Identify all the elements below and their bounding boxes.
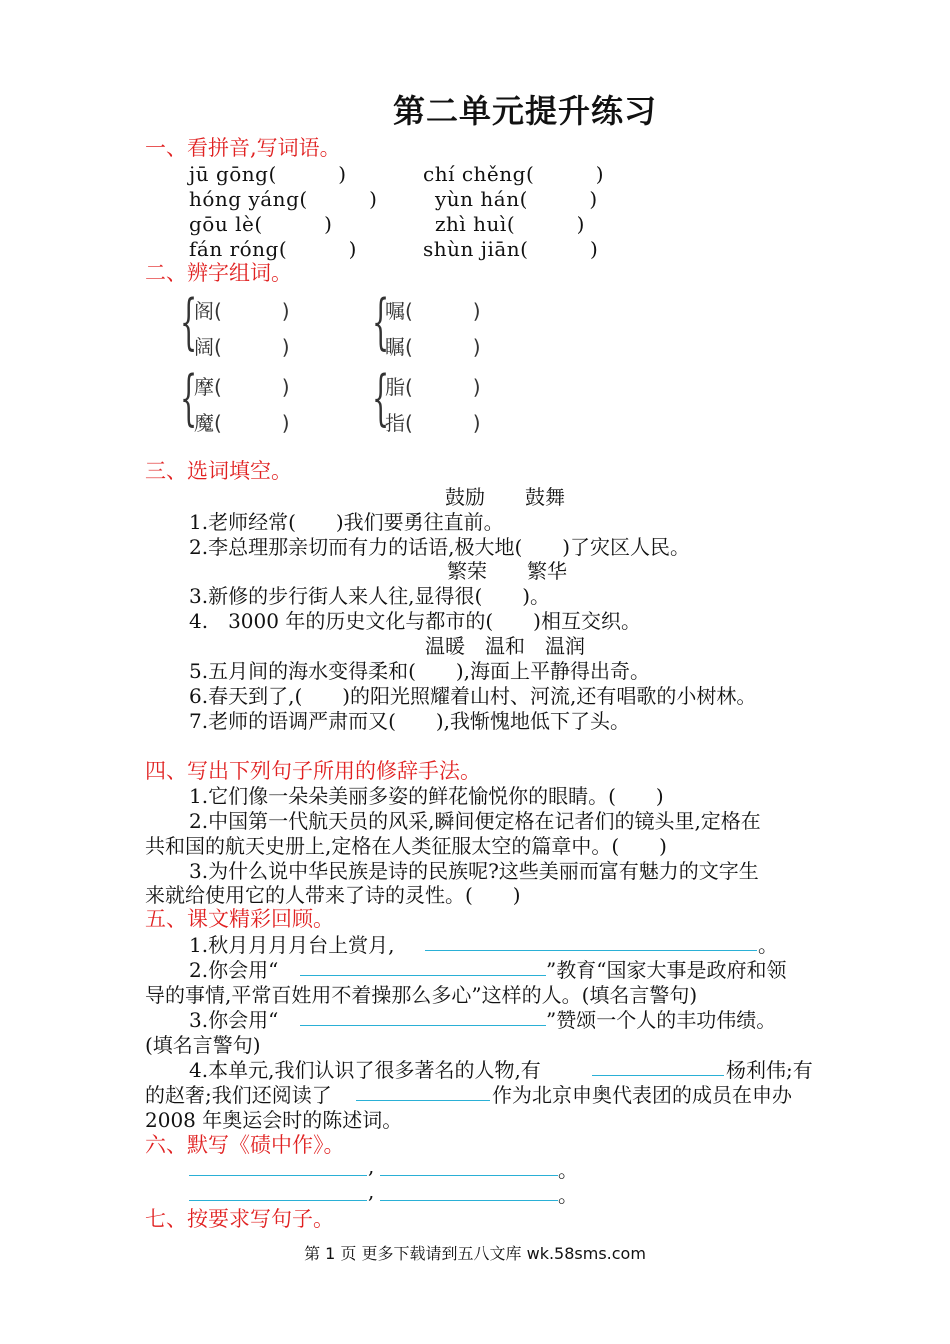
pinyin-item: gōu lè( ) xyxy=(189,212,333,236)
poem-blank[interactable] xyxy=(189,1157,367,1176)
section-5-heading: 五、课文精彩回顾。 xyxy=(145,907,334,931)
question-line: 导的事情,平常百姓用不着操那么多心”这样的人。(填名言警句) xyxy=(145,983,698,1007)
question-line: 2.中国第一代航天员的风采,瞬间便定格在记者们的镜头里,定格在 xyxy=(189,809,761,833)
brace-icon: { xyxy=(372,363,390,433)
question-line: 2008 年奥运会时的陈述词。 xyxy=(145,1108,403,1132)
brace-icon: { xyxy=(180,363,198,433)
answer-blank[interactable] xyxy=(300,957,546,976)
question-line: 共和国的航天史册上,定格在人类征服太空的篇章中。( ) xyxy=(145,834,667,858)
answer-blank[interactable] xyxy=(425,932,757,951)
char-word-item: 阔( ) xyxy=(194,335,290,359)
word-choices: 温暖 温和 温润 xyxy=(425,634,585,658)
brace-icon: { xyxy=(372,287,390,357)
question-line: 2.李总理那亲切而有力的话语,极大地( )了灾区人民。 xyxy=(189,535,691,559)
pinyin-item: jū gōng( ) xyxy=(189,162,347,186)
pinyin-item: yùn hán( ) xyxy=(435,187,598,211)
question-line: 4.本单元,我们认识了很多著名的人物,有 xyxy=(189,1058,541,1082)
char-word-item: 摩( ) xyxy=(194,375,290,399)
question-line: 1.它们像一朵朵美丽多姿的鲜花愉悦你的眼睛。( ) xyxy=(189,784,664,808)
question-text: 。 xyxy=(758,933,778,957)
question-text: 作为北京申奥代表团的成员在申办 xyxy=(492,1083,792,1107)
punctuation: , xyxy=(368,1154,375,1178)
section-4-heading: 四、写出下列句子所用的修辞手法。 xyxy=(145,759,481,783)
page-footer: 第 1 页 更多下载请到五八文库 wk.58sms.com xyxy=(304,1244,646,1263)
question-line: 3.为什么说中华民族是诗的民族呢?这些美丽而富有魅力的文字生 xyxy=(189,859,759,883)
section-2-heading: 二、辨字组词。 xyxy=(145,261,292,285)
section-6-heading: 六、默写《碛中作》。 xyxy=(145,1133,345,1157)
question-text: ”教育“国家大事是政府和领 xyxy=(546,958,787,982)
section-3-heading: 三、选词填空。 xyxy=(145,459,292,483)
pinyin-item: shùn jiān( ) xyxy=(423,237,599,261)
question-line: 3.新修的步行街人来人往,显得很( )。 xyxy=(189,584,551,608)
poem-blank[interactable] xyxy=(189,1182,367,1201)
poem-blank[interactable] xyxy=(380,1157,558,1176)
question-line: 的赵奢;我们还阅读了 xyxy=(145,1083,332,1107)
word-choices: 繁荣 繁华 xyxy=(447,559,567,583)
char-word-item: 脂( ) xyxy=(385,375,481,399)
answer-blank[interactable] xyxy=(356,1082,490,1101)
section-1-heading: 一、看拼音,写词语。 xyxy=(145,136,341,160)
page-title: 第二单元提升练习 xyxy=(392,92,657,130)
punctuation: 。 xyxy=(558,1158,578,1182)
char-word-item: 嘱( ) xyxy=(385,299,481,323)
pinyin-item: fán róng( ) xyxy=(189,237,357,261)
question-line: 5.五月间的海水变得柔和( ),海面上平静得出奇。 xyxy=(189,659,651,683)
section-7-heading: 七、按要求写句子。 xyxy=(145,1207,334,1231)
brace-icon: { xyxy=(180,287,198,357)
question-line: (填名言警句) xyxy=(145,1033,261,1057)
char-word-item: 阁( ) xyxy=(194,299,290,323)
question-text: ”赞颂一个人的丰功伟绩。 xyxy=(546,1008,777,1032)
punctuation: , xyxy=(368,1179,375,1203)
pinyin-item: chí chěng( ) xyxy=(423,162,605,186)
word-choices: 鼓励 鼓舞 xyxy=(445,485,565,509)
char-word-item: 指( ) xyxy=(385,411,481,435)
question-line: 4. 3000 年的历史文化与都市的( )相互交织。 xyxy=(189,609,641,633)
char-word-item: 魔( ) xyxy=(194,411,290,435)
question-line: 7.老师的语调严肃而又( ),我惭愧地低下了头。 xyxy=(189,709,631,733)
question-line: 2.你会用“ xyxy=(189,958,279,982)
question-text: 杨利伟;有 xyxy=(726,1058,813,1082)
answer-blank[interactable] xyxy=(592,1057,724,1076)
punctuation: 。 xyxy=(558,1183,578,1207)
pinyin-item: zhì huì( ) xyxy=(435,212,585,236)
pinyin-item: hóng yáng( ) xyxy=(189,187,378,211)
char-word-item: 瞩( ) xyxy=(385,335,481,359)
question-line: 1.秋月月月月台上赏月, xyxy=(189,933,395,957)
question-line: 3.你会用“ xyxy=(189,1008,279,1032)
question-line: 1.老师经常( )我们要勇往直前。 xyxy=(189,510,504,534)
answer-blank[interactable] xyxy=(300,1007,546,1026)
question-line: 6.春天到了,( )的阳光照耀着山村、河流,还有唱歌的小树林。 xyxy=(189,684,757,708)
poem-blank[interactable] xyxy=(380,1182,558,1201)
question-line: 来就给使用它的人带来了诗的灵性。( ) xyxy=(145,883,521,907)
